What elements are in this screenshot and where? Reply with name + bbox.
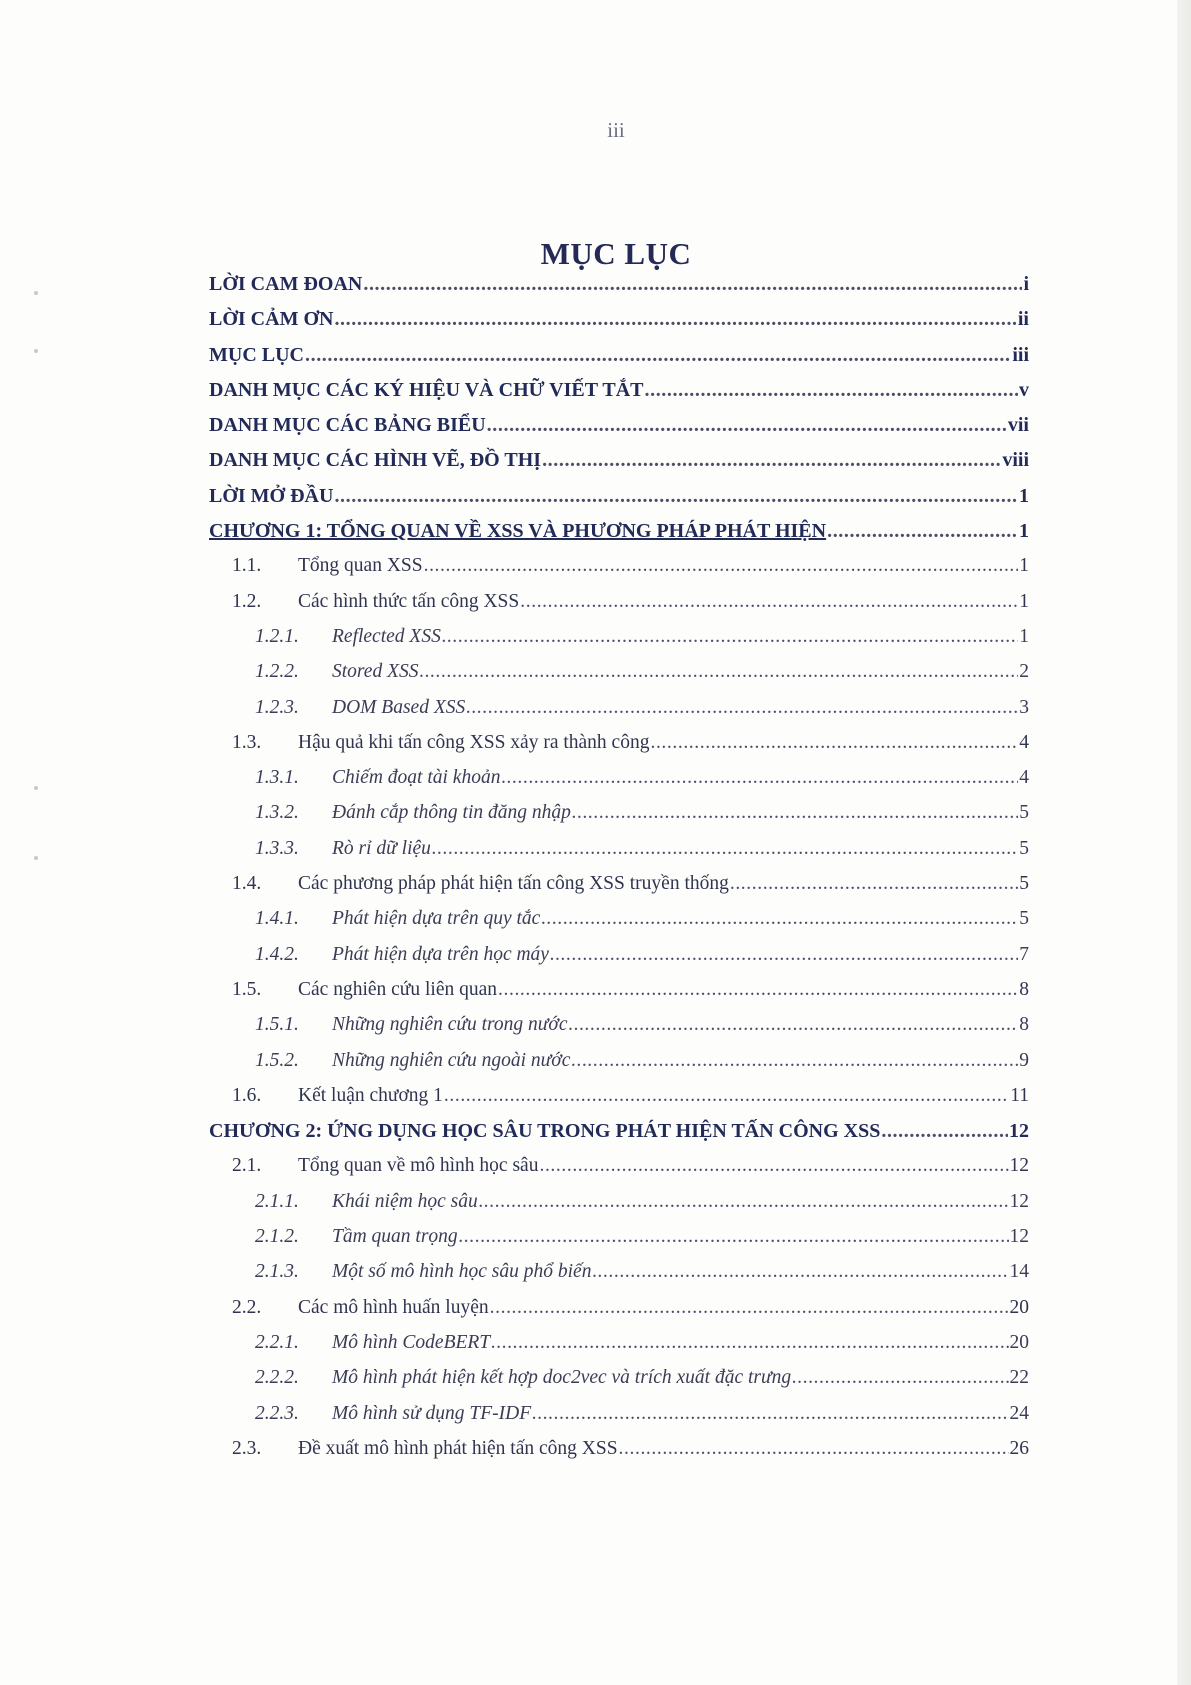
toc-entry-label: Reflected XSS	[332, 625, 441, 647]
toc-entry-page: 5	[1019, 802, 1029, 824]
dot-leader	[432, 838, 1018, 860]
dot-leader	[532, 1403, 1008, 1425]
toc-entry[interactable]	[209, 273, 1029, 308]
dot-leader	[572, 802, 1018, 824]
toc-entry-page: 5	[1019, 908, 1029, 930]
toc-entry-number: 1.3.2.	[255, 802, 299, 824]
toc-entry-label: Phát hiện dựa trên quy tắc	[332, 908, 541, 930]
dot-leader	[592, 1261, 1008, 1283]
dot-leader	[459, 1226, 1009, 1248]
toc-entry-page: 8	[1019, 1014, 1029, 1036]
toc-entry[interactable]	[209, 344, 1029, 379]
toc-entry-page: 1	[1019, 520, 1029, 543]
toc-entry-label: Những nghiên cứu ngoài nước	[332, 1049, 571, 1071]
table-of-contents	[209, 273, 1029, 1473]
toc-entry-page: 14	[1009, 1261, 1029, 1283]
dot-leader	[541, 908, 1018, 930]
dot-leader	[542, 449, 1001, 472]
toc-entry-page: 5	[1019, 873, 1029, 895]
toc-entry-label: Mô hình phát hiện kết hợp doc2vec và trích xuất đặc trưng	[332, 1367, 792, 1389]
margin-speck	[34, 349, 38, 353]
dot-leader	[487, 414, 1007, 437]
toc-entry-number: 1.6.	[232, 1084, 262, 1106]
toc-entry-page: 4	[1019, 767, 1029, 789]
toc-entry[interactable]	[209, 626, 1029, 661]
toc-entry-label: Các mô hình huấn luyện	[298, 1296, 489, 1318]
toc-entry-page: 9	[1019, 1049, 1029, 1071]
dot-leader	[442, 626, 1018, 648]
toc-entry[interactable]	[209, 979, 1029, 1014]
toc-entry-number: 1.1.	[232, 555, 262, 577]
dot-leader	[419, 661, 1018, 683]
toc-entry-page: 12	[1009, 1120, 1029, 1143]
toc-entry-number: 2.1.	[232, 1155, 262, 1177]
dot-leader	[334, 308, 1016, 331]
toc-entry-label: DANH MỤC CÁC BẢNG BIỂU	[209, 414, 486, 437]
toc-entry-number: 2.2.	[232, 1296, 262, 1318]
dot-leader	[539, 1155, 1008, 1177]
toc-entry[interactable]	[209, 485, 1029, 520]
toc-entry[interactable]	[209, 1367, 1029, 1402]
toc-entry-number: 1.4.	[232, 873, 262, 895]
toc-entry-page: iii	[1012, 343, 1029, 366]
toc-entry-label: DOM Based XSS	[332, 696, 466, 718]
toc-entry[interactable]	[209, 591, 1029, 626]
toc-entry-label: Đề xuất mô hình phát hiện tấn công XSS	[298, 1437, 618, 1459]
dot-leader	[424, 555, 1019, 577]
toc-entry[interactable]	[209, 697, 1029, 732]
toc-entry-page: 8	[1019, 978, 1029, 1000]
toc-entry-number: 1.2.1.	[255, 625, 299, 647]
toc-entry[interactable]	[209, 1438, 1029, 1473]
dot-leader	[792, 1367, 1008, 1389]
toc-entry-page: 26	[1009, 1437, 1029, 1459]
margin-speck	[34, 786, 38, 790]
toc-entry-page: 12	[1009, 1226, 1029, 1248]
toc-entry[interactable]	[209, 379, 1029, 414]
dot-leader	[730, 873, 1018, 895]
toc-entry-label: Đánh cắp thông tin đăng nhập	[332, 802, 571, 824]
page-number: iii	[607, 118, 625, 142]
toc-entry-label: CHƯƠNG 1: TỔNG QUAN VỀ XSS VÀ PHƯƠNG PHÁP PHÁT HIỆN	[209, 520, 827, 543]
toc-entry-number: 2.1.3.	[255, 1261, 299, 1283]
dot-leader	[650, 732, 1018, 754]
toc-entry-page: 1	[1019, 625, 1029, 647]
dot-leader	[619, 1438, 1009, 1460]
toc-entry-label: Stored XSS	[332, 661, 419, 683]
toc-entry[interactable]	[209, 1085, 1029, 1120]
toc-entry[interactable]	[209, 944, 1029, 979]
toc-entry[interactable]	[209, 414, 1029, 449]
toc-entry-label: Phát hiện dựa trên học máy	[332, 943, 549, 965]
toc-entry-label: Tổng quan về mô hình học sâu	[298, 1155, 539, 1177]
dot-leader	[569, 1014, 1019, 1036]
toc-entry[interactable]	[209, 1155, 1029, 1190]
toc-entry[interactable]	[209, 732, 1029, 767]
toc-entry-page: 1	[1019, 484, 1029, 507]
toc-entry-label: Mô hình CodeBERT	[332, 1331, 491, 1353]
toc-entry-number: 1.3.3.	[255, 837, 299, 859]
dot-leader	[491, 1332, 1008, 1354]
toc-entry[interactable]	[209, 1050, 1029, 1085]
toc-entry[interactable]	[209, 661, 1029, 696]
dot-leader	[827, 520, 1018, 543]
toc-entry-number: 2.1.2.	[255, 1226, 299, 1248]
toc-entry-number: 2.2.1.	[255, 1331, 299, 1353]
toc-entry-label: Rò rỉ dữ liệu	[332, 837, 431, 859]
toc-entry-label: Các hình thức tấn công XSS	[298, 590, 520, 612]
toc-entry-label: LỜI MỞ ĐẦU	[209, 484, 334, 507]
toc-entry-label: Tầm quan trọng	[332, 1226, 458, 1248]
toc-entry[interactable]	[209, 449, 1029, 484]
toc-entry-page: 24	[1009, 1402, 1029, 1424]
toc-entry-label: Các phương pháp phát hiện tấn công XSS truyền thống	[298, 873, 729, 895]
toc-entry[interactable]	[209, 838, 1029, 873]
toc-entry[interactable]	[209, 1226, 1029, 1261]
toc-entry[interactable]	[209, 873, 1029, 908]
toc-entry-page: i	[1023, 273, 1029, 295]
dot-leader	[305, 344, 1011, 367]
toc-entry[interactable]	[209, 1120, 1029, 1155]
toc-entry[interactable]	[209, 1332, 1029, 1367]
toc-entry-page: 11	[1010, 1084, 1029, 1106]
toc-entry-page: 5	[1019, 837, 1029, 859]
toc-entry-label: LỜI CAM ĐOAN	[209, 273, 363, 295]
toc-entry[interactable]	[209, 802, 1029, 837]
toc-entry-label: Tổng quan XSS	[298, 555, 423, 577]
toc-entry[interactable]	[209, 767, 1029, 802]
toc-entry-page: 1	[1019, 590, 1029, 612]
toc-entry[interactable]	[209, 520, 1029, 555]
toc-entry[interactable]	[209, 1014, 1029, 1049]
toc-entry-label: DANH MỤC CÁC HÌNH VẼ, ĐỒ THỊ	[209, 449, 542, 472]
toc-entry-label: Mô hình sử dụng TF-IDF	[332, 1402, 532, 1424]
toc-entry-number: 2.2.2.	[255, 1367, 299, 1389]
toc-entry-label: LỜI CẢM ƠN	[209, 308, 334, 331]
toc-entry-label: Khái niệm học sâu	[332, 1190, 478, 1212]
toc-entry-number: 1.5.2.	[255, 1049, 299, 1071]
toc-entry-label: CHƯƠNG 2: ỨNG DỤNG HỌC SÂU TRONG PHÁT HIỆN TẤN CÔNG XSS	[209, 1120, 881, 1143]
toc-entry-number: 1.2.2.	[255, 661, 299, 683]
toc-entry-label: Hậu quả khi tấn công XSS xảy ra thành công	[298, 731, 650, 753]
toc-entry-page: 20	[1009, 1296, 1029, 1318]
toc-entry-page: viii	[1002, 449, 1029, 472]
toc-entry-label: Những nghiên cứu trong nước	[332, 1014, 568, 1036]
dot-leader	[498, 979, 1018, 1001]
toc-entry-number: 1.5.	[232, 978, 262, 1000]
toc-entry-number: 2.1.1.	[255, 1190, 299, 1212]
toc-title: MỤC LỤC	[540, 236, 692, 271]
margin-speck	[34, 291, 38, 295]
toc-entry-number: 1.4.1.	[255, 908, 299, 930]
toc-entry[interactable]	[209, 308, 1029, 343]
toc-entry[interactable]	[209, 1191, 1029, 1226]
toc-entry-number: 1.3.	[232, 731, 262, 753]
dot-leader	[881, 1120, 1008, 1143]
toc-entry-label: Các nghiên cứu liên quan	[298, 978, 498, 1000]
toc-entry-page: 4	[1019, 731, 1029, 753]
dot-leader	[479, 1191, 1009, 1213]
toc-entry[interactable]	[209, 1297, 1029, 1332]
dot-leader	[645, 379, 1019, 402]
toc-entry-label: Một số mô hình học sâu phổ biến	[332, 1261, 592, 1283]
margin-speck	[34, 856, 38, 860]
toc-entry[interactable]	[209, 1403, 1029, 1438]
toc-entry-page: 3	[1019, 696, 1029, 718]
toc-entry-page: v	[1019, 378, 1029, 401]
toc-entry-number: 1.5.1.	[255, 1014, 299, 1036]
dot-leader	[334, 485, 1018, 508]
toc-entry-number: 2.3.	[232, 1437, 262, 1459]
dot-leader	[501, 767, 1018, 789]
dot-leader	[550, 944, 1018, 966]
toc-entry-page: 2	[1019, 661, 1029, 683]
dot-leader	[490, 1297, 1009, 1319]
toc-entry-label: DANH MỤC CÁC KÝ HIỆU VÀ CHỮ VIẾT TẮT	[209, 378, 644, 401]
toc-entry-number: 2.2.3.	[255, 1402, 299, 1424]
dot-leader	[466, 697, 1018, 719]
toc-entry[interactable]	[209, 908, 1029, 943]
toc-entry-number: 1.3.1.	[255, 767, 299, 789]
toc-entry-page: 20	[1009, 1331, 1029, 1353]
toc-entry-number: 1.2.	[232, 590, 262, 612]
toc-entry-number: 1.2.3.	[255, 696, 299, 718]
toc-entry-page: ii	[1017, 308, 1029, 331]
dot-leader	[571, 1050, 1018, 1072]
toc-entry-page: 22	[1009, 1367, 1029, 1389]
dot-leader	[444, 1085, 1009, 1107]
toc-entry-label: MỤC LỤC	[209, 343, 304, 366]
toc-entry-page: 1	[1019, 555, 1029, 577]
toc-entry-page: 12	[1009, 1190, 1029, 1212]
toc-entry[interactable]	[209, 1261, 1029, 1296]
toc-entry[interactable]	[209, 555, 1029, 590]
toc-entry-page: 12	[1009, 1155, 1029, 1177]
dot-leader	[363, 273, 1022, 296]
toc-entry-label: Kết luận chương 1	[298, 1084, 443, 1106]
dot-leader	[520, 591, 1018, 613]
toc-entry-number: 1.4.2.	[255, 943, 299, 965]
toc-entry-page: vii	[1007, 414, 1029, 437]
toc-entry-page: 7	[1019, 943, 1029, 965]
toc-entry-label: Chiếm đoạt tài khoản	[332, 767, 501, 789]
